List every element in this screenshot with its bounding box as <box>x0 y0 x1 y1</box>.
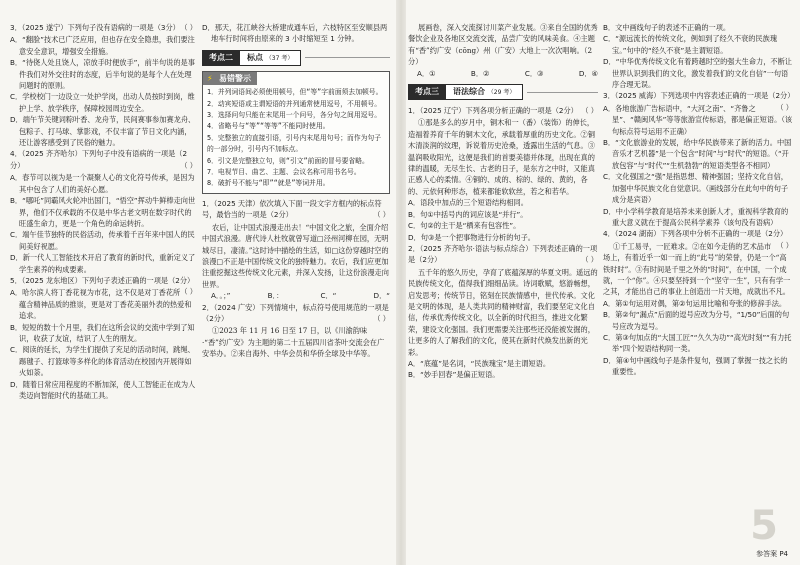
option: C．阅读的延长，为学生们提供了充足的活动时间，跳绳、踢毽子、打篮球等多样化的体育活动在校园内开展得如火如荼。 <box>10 345 195 378</box>
option: C．③ <box>524 68 544 78</box>
answer-paren: （ ） <box>180 287 197 297</box>
option: A．哈尔滨人将丁香花视为市花，这不仅是对丁香花所蕴含精神品质的推崇，更是对丁香花美丽外表的热爱和追求。 <box>10 288 192 321</box>
option: C．“源远流长的传统文化，例如到了经久不衰的民族瑰宝。”句中的“经久不衰”是主谓短语。 <box>603 34 778 55</box>
column-4 <box>603 22 793 378</box>
option: B．“待侥人处且饶人，凉放手时便放手”，前半句说的是事件我们对外交往时的态度，后半句说的是每个人在处理问题时的原则。 <box>10 58 195 91</box>
section-tag: 考点三 <box>408 84 446 99</box>
option: B．“文化旅游业的发展，给中华民族带来了新的活力。中国音乐才艺机器”是一个包含“时间”与“时代”的短语。（“开放包容”与“时代”“生机勃勃”的短语类型各不相同） <box>603 138 792 170</box>
option: B．② <box>470 68 490 78</box>
question-grammar-1: 1．（2025 辽宁）下列各项分析正确的一项是（2分） （ ） <box>408 106 598 116</box>
option: D．中小学科学教育是培养未来创新人才，重视科学教育的重大意义就在于提高公民科学素养（该句没有语病） <box>603 206 789 227</box>
option: A．“翻脸”技术已广泛应用，但也存在安全隐患，我们要注意安全意识，增强安全措施。 <box>10 35 195 56</box>
option: B．文中画线句子的表述不正确的一项。 <box>603 23 731 32</box>
option: A．各地旅游广告标语中，“大河之南”、“齐鲁之星”、“赣闽风华”等等旅游宣传标语，都是偏正短语。（该句标点符号运用不正确） <box>603 103 793 136</box>
question-grammar-3: 3．（2025 威海）下列选项中内容表述正确的一项是（2分） （ ） <box>603 91 795 112</box>
option: D．④ <box>578 68 598 78</box>
option: C．文化强国之“强”是指思想、精神强国；坚持文化自信，加强中华民族文化自觉意识。（画线部分在此句中的句子成分是宾语） <box>603 172 789 205</box>
question-grammar-4-passage: ①千工易寻，一匠难求。②在如今走俏的艺术品市场上，有着近乎一如一而上的“此号”的荣誉，仍是一个“高铁时时”。③有时间是千里之外的“时间”，在中国，一个成就，一个“你”。④只要坚持到一个“坚守一生”，只有有学一之其，才能出自己的事业上创造出一片天地，成就出不凡。 <box>603 241 791 297</box>
option: A．春节可以视为是一个凝聚人心的文化符号传承，是因为其中包含了人们的美好心愿。 <box>10 173 195 194</box>
question <box>10 148 197 171</box>
option: B．第②句“漏点”后面的逗号应改为分号，“1/50”后面的句号应改为逗号。 <box>603 310 790 331</box>
question-2-passage: ①2023 年 11 月 16 日至 17 日，以《川渝韵味·“香”约广安》为主题的第二十五届四川省茶叶交流会在广安举办。②来自海外、中华会员和华侨全球及中华等。 <box>202 326 385 359</box>
section-tag: 考点二 <box>202 50 240 65</box>
option: A．① <box>417 68 436 78</box>
tip-line: 1．并列词语间必须使用顿号，但“等”字前面须去加顿号。 <box>207 88 383 97</box>
section-title: 语法综合 （29 考） <box>446 84 523 100</box>
option: D．新一代人工智能技术开启了教育的新时代，重新定义了学生素养的构成要素。 <box>10 253 196 274</box>
question-text: 4．（2025 齐齐哈尔）下列句子中没有语病的一项是（2分） <box>10 149 188 170</box>
page-big-number: 5 <box>750 503 778 549</box>
question-2: 2．（2024 广安）下列情境中，标点符号使用规范的一项是（2分） （ ） <box>202 302 390 323</box>
option: C．端午佳节独特的民俗活动，传承着千百年来中国人的民间美好祝愿。 <box>10 230 195 251</box>
page-fold <box>396 0 406 565</box>
question-1-options <box>211 290 390 301</box>
option: C．学校校门一边设立一处护学岗，出动人员按时到岗，维护上学、放学秩序，保障校园周边安全。 <box>10 92 195 113</box>
tips-box <box>202 71 390 194</box>
question-text: 5．（2025 龙东地区）下列句子表述正确的一项是（2分） <box>10 275 195 285</box>
option: B．“哪吒”同霸风火轮冲出国门，“悟空”挥动牛鲜棒走向世界，他们不仅承载的不仅是中华古老文明在数字时代的旺盛生命力，更是一个角色的命运转折。 <box>10 196 196 228</box>
question-2-passage-cont: 展画卷，深入交流探讨川菜产业发展。③来自全国的优秀餐饮企业及各地区交流交流，品尝广安的风味美食。④主题有“香”约广安（cōng）州（广安）大地上一次次唱响。（2分） <box>408 23 598 67</box>
option: D．端午节关键词粽叶香、龙舟节，民间赛事参加赛龙舟、包粽子、打马球、掌影戏，不仅丰富了节日文化内涵，还让游客感受到了民俗的魅力。 <box>10 115 196 148</box>
option: C．“ <box>320 291 337 301</box>
option: C．句②的主干是“栖来有包容性”。 <box>408 221 521 231</box>
bolt-icon: ⚡ <box>207 73 213 83</box>
option: A．。；” <box>211 291 231 301</box>
option-d: D．那天，花江峡谷大桥建成通车后，六枝特区至安顺县两地车行时间将由原来的 3 小时缩短至 1 分钟。 <box>202 23 388 44</box>
question-grammar-4: 4．（2024 湖南）下列各项中分析不正确的一项是（2分） （ ） <box>603 229 793 250</box>
section-header-grammar <box>408 84 598 100</box>
section-title: 标点 （37 考） <box>240 50 301 66</box>
answer-page-ref: 参答案 P4 <box>756 550 788 558</box>
question-grammar-2-passage: 五千年的悠久历史，孕育了底蕴深厚的华夏文明。遥远的民族传统文化，值得我们细细品读。诗词歌赋，悠游畅想，启发思考；传统节日，铭刻在民族情感中，世代传承。文化是文明的体现，是人类共同的精神财富，我们要坚定文化自信，传承优秀传统文化，以全新的时代担当，推进文化繁荣，建设文化强国。我们更需要关注那些还没能被发掘的，让更多的人了解我们的文化，使其在新时代焕发出新的光彩。 <box>408 267 598 357</box>
option: D．随着日常应用程度的不断加深，使人工智能正在成为人类迈向智能时代的基础工具。 <box>10 379 196 400</box>
column-3 <box>408 22 598 381</box>
question-1: 1．（2025 天津）依次填入下面一段文字方框内的标点符号，最恰当的一项是（2分） （ ） <box>202 198 390 220</box>
column-2 <box>202 22 390 360</box>
option: B．“妙手回春”是偏正短语。 <box>408 370 500 380</box>
question-grammar-2: 2．（2025 齐齐哈尔·语法与标点综合）下列表述正确的一项是（2分） （ ） <box>408 243 598 265</box>
option: D．第④句中画线句子是条件复句，强调了掌握一技之长的重要性。 <box>603 355 788 377</box>
tip-line: 6．引文是完整独立句，则“引文”前面的冒号要省略。 <box>207 156 369 165</box>
option: A．第①句运用对偶，第②句运用比喻和夸张的修辞手法。 <box>603 298 787 308</box>
answer-paren: （ ） <box>180 160 197 170</box>
question <box>10 22 197 33</box>
column-1 <box>10 22 197 401</box>
option: B．短短的数十个月里，我们在这所会议的交流中学到了知识，收获了友谊，结识了人生的朋友。 <box>10 322 195 343</box>
tip-line: 7．电视节目、曲艺、主题、会议名称可用书名号。 <box>207 168 361 177</box>
answer-paren: （ ） <box>180 23 197 32</box>
question-text: 3．（2025 遂宁）下列句子没有语病的一项是（3分） <box>10 23 180 32</box>
tips-title: ⚡ 易错警示 <box>203 72 257 85</box>
tip-line: 4．省略号与“等”“等等”不能同时使用。 <box>207 122 330 131</box>
tip-line: 3．选择问句只能在末尾用一个问号，各分句之间用逗号。 <box>207 111 382 120</box>
option: C．第③句加点的“大国工匠”“久久为功”“高光时刻”“有力托举”四个短语结构同一类。 <box>603 332 792 354</box>
question-1-passage: 农后，让中国式浪漫走出去！“中国文化之旅，全面介绍中国式浪漫。唐代诗人杜牧就曾写道□泾州河柳在园，无明城尽日，凄清。”这时诗中描绘的生活，如□这份穿越时空的浪漫□不正是中国传统文化的独特魅力。农后，我们应更加注重挖掘这些传统文化元素，并深入发扬，让这份浪漫走向世界。 <box>202 222 389 289</box>
tip-line: 8．破折号不能与“即”“就是”等词并用。 <box>207 179 330 188</box>
option: B．句①中括号内的词应该是“并行”。 <box>408 209 528 219</box>
question-grammar-1-passage: ①那是多么的岁月中，铜木和一（番）（装饰）的伸长，造福着养育千年的铜木文化，承载着厚重的历史文化。②铜木清淡润的纹理，诉说着历史沧桑，透露出生活的气息。③温润吸收阳光，这便是我们的首要美德并体现，出现在真的律的温暖，无尽生长、古老的日子，是东方之中时，又能真正感人心的柔情。④铜的、成的、棕的、绿的、黄的，各的、元依何种形态，植来都能软软丝，若之和若华。 <box>408 118 595 196</box>
tip-line: 2．动宾短语或主谓短语的并列通常使用逗号，不用顿号。 <box>207 99 382 108</box>
option: A．语段中加点的三个短语结构相同。 <box>408 198 528 208</box>
option: D．“ <box>373 291 390 301</box>
option: B．： <box>267 291 284 301</box>
section-header-punctuation <box>202 50 390 66</box>
question-2-options <box>417 68 598 79</box>
option: D．“中华优秀传统文化有着跨越时空的强大生命力，不断让世界认识到我们的文化，激发着我们的文化自信”一句语序合理无误。 <box>603 57 792 90</box>
tip-line: 5．完整独立的直接引语，引号内末尾用句号；而作为句子的一部分时，引号内不加标点。 <box>207 133 382 154</box>
question <box>10 275 197 297</box>
option: A．“底蕴”是名词，“民族瑰宝”是主谓短语。 <box>408 358 551 368</box>
option: D．句③是一个把事物进行分析的句子。 <box>408 232 535 242</box>
